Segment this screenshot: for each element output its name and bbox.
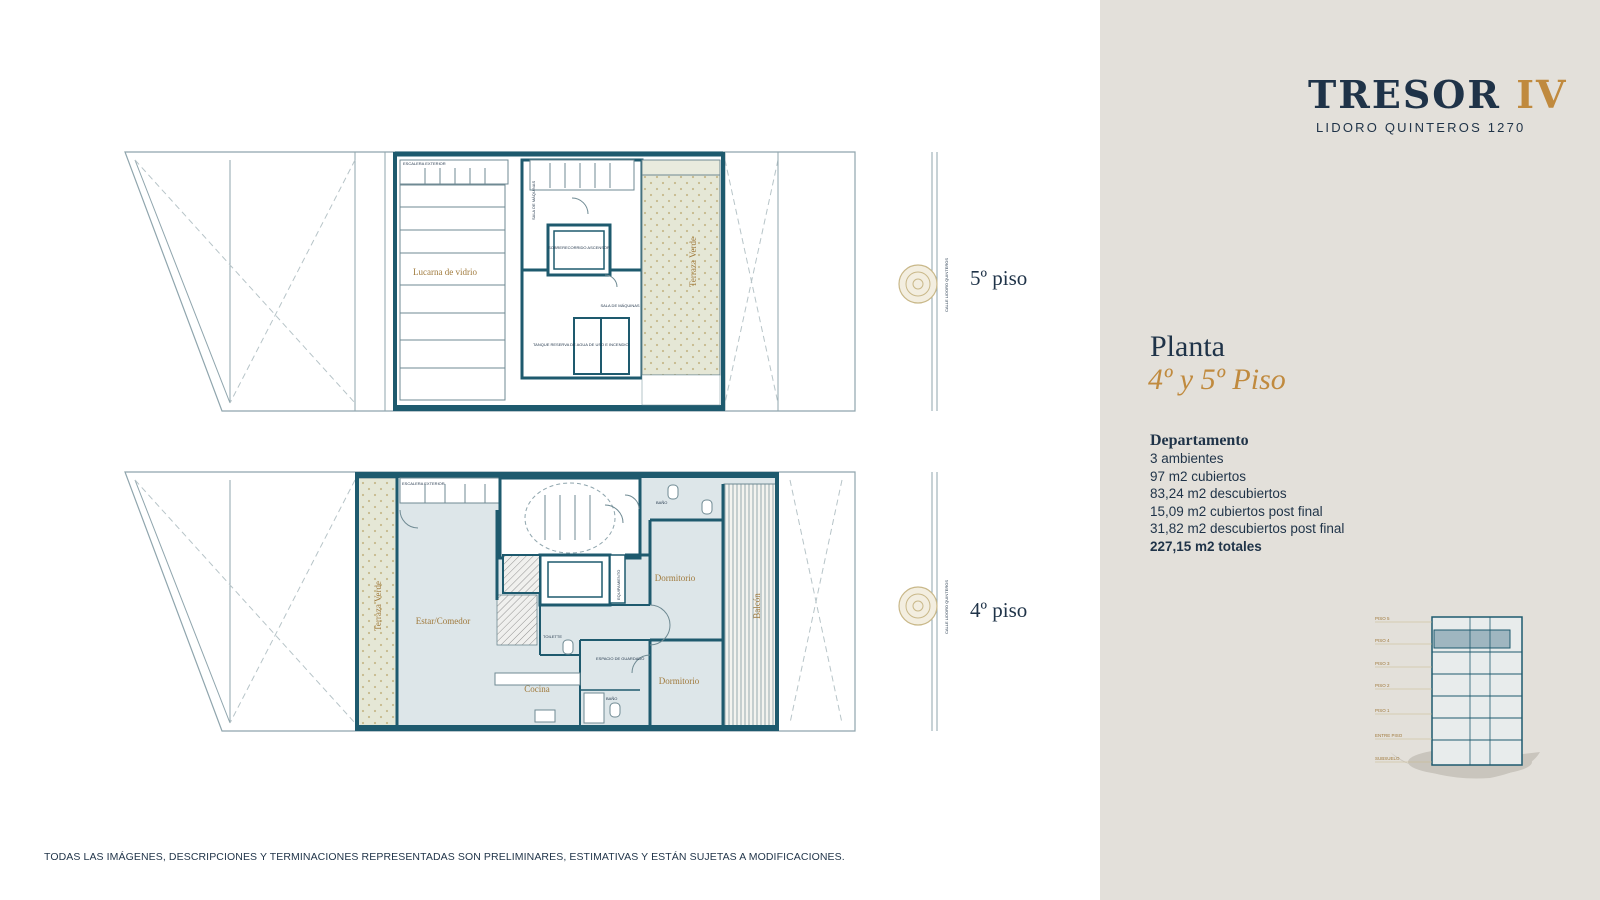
upper-green-terrace-label: Terraza Verde xyxy=(688,237,698,287)
lower-floor-plan xyxy=(125,472,1027,731)
balcony xyxy=(724,484,776,728)
planta-title: Planta xyxy=(1150,330,1225,363)
bath-2-label: BAÑO xyxy=(606,696,618,701)
upper-street-label: CALLE LIDORO QUINTEROS xyxy=(944,257,949,312)
elevator-overrun-label: SOBRERECORRIDO ASCENSOR xyxy=(548,245,610,250)
spec-item: 83,24 m2 descubiertos xyxy=(1150,486,1287,502)
planta-subtitle: 4º y 5º Piso xyxy=(1148,363,1286,396)
spec-item: 97 m2 cubiertos xyxy=(1150,468,1247,484)
closet-label: ESPACIO DE GUARDADO xyxy=(596,656,645,661)
key-label: ENTRE PISO xyxy=(1375,733,1403,738)
spec-item: 15,09 m2 cubiertos post final xyxy=(1150,503,1323,519)
key-label: PISO 3 xyxy=(1375,661,1390,666)
upper-external-stair-label: ESCALERA EXTERIOR xyxy=(403,161,446,166)
water-tank-label: TANQUE RESERVA DE AGUA DE USO E INCENDIO xyxy=(533,342,629,347)
spec-total: 227,15 m2 totales xyxy=(1150,538,1262,554)
brand-logo xyxy=(1308,72,1568,117)
brand-roman: IV xyxy=(1516,72,1568,117)
brand-address: LIDORO QUINTEROS 1270 xyxy=(1316,120,1526,135)
spec-item: 3 ambientes xyxy=(1150,451,1224,466)
living-label: Estar/Comedor xyxy=(415,616,471,626)
bath-1-label: BAÑO xyxy=(656,500,668,505)
building-section-key xyxy=(1370,612,1560,787)
skylight-label: Lucarna de vidrio xyxy=(413,267,477,277)
balcony-label: Balcón xyxy=(752,593,762,619)
lower-external-stair-label: ESCALERA EXTERIOR xyxy=(402,481,445,486)
tree-icon xyxy=(899,587,937,625)
key-label: PISO 5 xyxy=(1375,616,1390,621)
brand-name: TRESOR xyxy=(1308,72,1501,117)
storage-label: EQUIPAMIENTO xyxy=(616,569,621,600)
upper-floor-plan xyxy=(125,152,1027,411)
machine-room-a-label: SALA DE MÁQUINAS xyxy=(531,180,536,220)
specs-block xyxy=(1150,432,1344,556)
upper-floor-label: 5º piso xyxy=(970,266,1028,290)
upper-green-terrace xyxy=(642,175,720,375)
disclaimer: TODAS LAS IMÁGENES, DESCRIPCIONES Y TERMINACIONES REPRESENTADAS SON PRELIMINARES, ESTIMATIVAS Y ESTÁN SUJETAS A MODIFICACIONES. xyxy=(44,851,845,863)
powder-room-label: TOILETTE xyxy=(543,634,563,639)
key-label: PISO 2 xyxy=(1375,683,1390,688)
lower-floor-label: 4º piso xyxy=(970,598,1028,622)
spec-item: 31,82 m2 descubiertos post final xyxy=(1150,521,1345,537)
machine-room-b-label: SALA DE MÁQUINAS xyxy=(600,303,640,308)
bedroom-2-label: Dormitorio xyxy=(658,676,700,686)
key-label: SUBSUELO xyxy=(1375,756,1400,761)
bedroom-1-label: Dormitorio xyxy=(654,573,696,583)
specs-heading: Departamento xyxy=(1150,432,1249,449)
tree-icon xyxy=(899,265,937,303)
kitchen-label: Cocina xyxy=(524,684,550,694)
lower-street-label: CALLE LIDORO QUINTEROS xyxy=(944,579,949,634)
skylight xyxy=(400,185,505,400)
key-label: PISO 4 xyxy=(1375,638,1390,643)
key-label: PISO 1 xyxy=(1375,708,1390,713)
lower-green-terrace-label: Terraza Verde xyxy=(373,581,383,631)
